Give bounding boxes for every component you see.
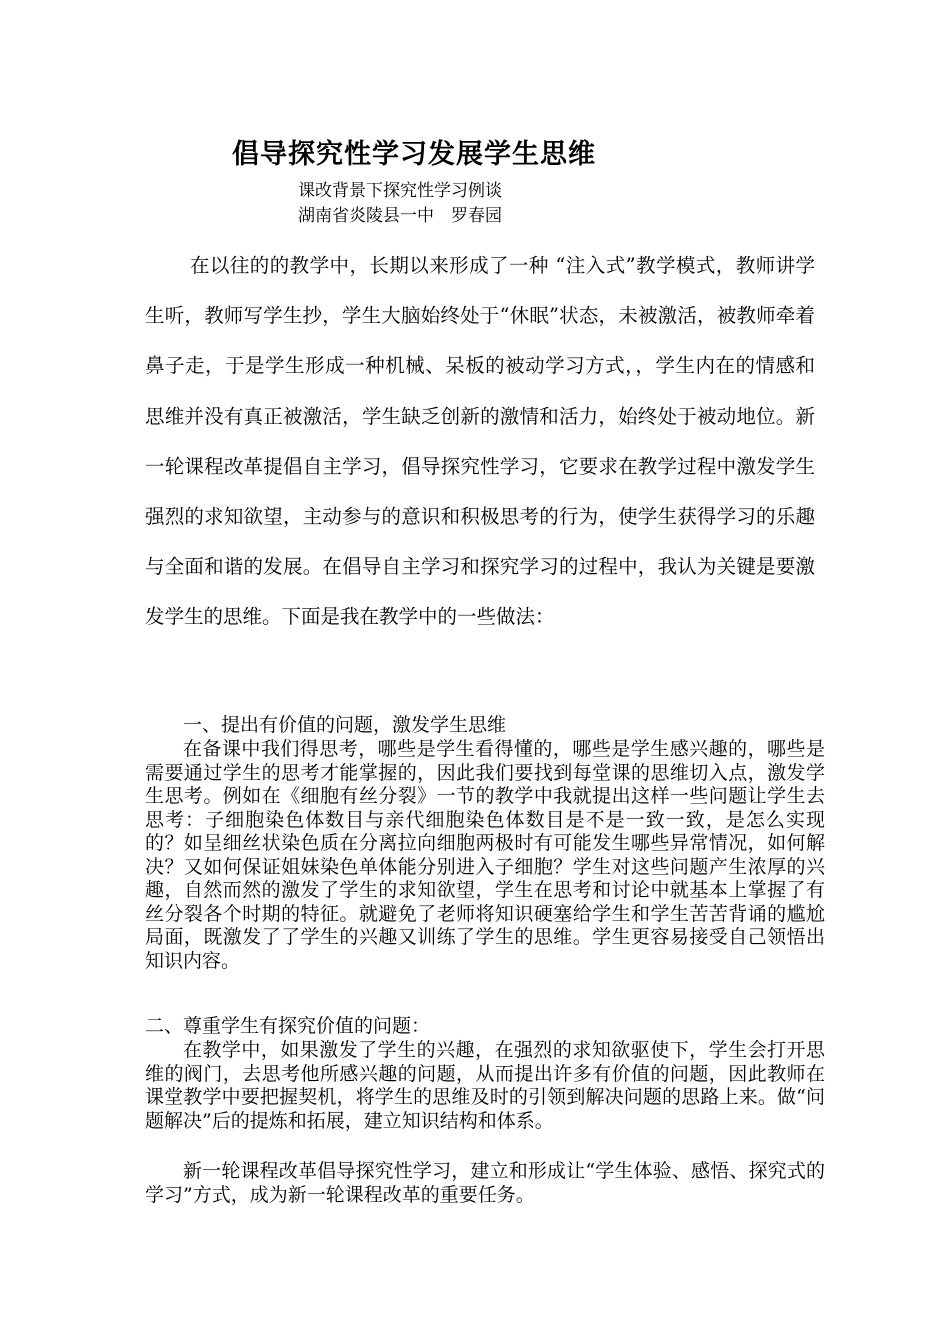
section2-paragraph: 在教学中，如果激发了学生的兴趣，在强烈的求知欲驱使下，学生会打开思维的阀门，去思考他所感兴趣的问题，从而提出许多有价值的问题，因此教师在课堂教学中要把握契机，将学生的思维及时的引领到解决问题的思路上来。做“问题解决”后的提炼和拓展，建立知识结构和体系。 <box>145 1039 825 1132</box>
section1-heading: 一、提出有价值的问题，激发学生思维 <box>183 714 507 736</box>
intro-paragraph: 在以往的的教学中，长期以来形成了一种 “注入式”教学模式，教师讲学生听，教师写学生抄，学生大脑始终处于“休眠”状态，未被激活，被教师牵着鼻子走，于是学生形成一种机械、呆板的被动学习方式，，学生内在的情感和思维并没有真正被激活，学生缺乏创新的激情和活力，始终处于被动地位。新一轮课程改革提倡自主学习，倡导探究性学习，它要求在教学过程中激发学生强烈的求知欲望，主动参与的意识和积极思考的行为，使学生获得学习的乐趣与全面和谐的发展。在倡导自主学习和探究学习的过程中，我认为关键是要激发学生的思维。下面是我在教学中的一些做法： <box>145 254 815 629</box>
section2-heading: 二、尊重学生有探究价值的问题： <box>145 1015 431 1037</box>
document-subtitle: 课改背景下探究性学习例谈 <box>298 181 502 201</box>
document-title: 倡导探究性学习发展学生思维 <box>232 139 596 170</box>
section2-paragraph-2: 新一轮课程改革倡导探究性学习，建立和形成让“学生体验、感悟、探究式的学习”方式，成为新一轮课程改革的重要任务。 <box>145 1160 825 1206</box>
author-line: 湖南省炎陵县一中 罗春园 <box>298 206 502 226</box>
section1-paragraph: 在备课中我们得思考，哪些是学生看得懂的，哪些是学生感兴趣的，哪些是需要通过学生的思考才能掌握的，因此我们要找到每堂课的思维切入点，激发学生思考。例如在《细胞有丝分裂》一节的教学中我就提出这样一些问题让学生去思考：子细胞染色体数目与亲代细胞染色体数目是不是一致一致，是怎么实现的？如呈细丝状染色质在分离拉向细胞两极时有可能发生哪些异常情况，如何解决？又如何保证姐妹染色单体能分别进入子细胞？学生对这些问题产生浓厚的兴趣，自然而然的激发了学生的求知欲望，学生在思考和讨论中就基本上掌握了有丝分裂各个时期的特征。就避免了老师将知识硬塞给学生和学生苦苦背诵的尴尬局面，既激发了了学生的兴趣又训练了学生的思维。学生更容易接受自己领悟出知识内容。 <box>145 738 825 972</box>
